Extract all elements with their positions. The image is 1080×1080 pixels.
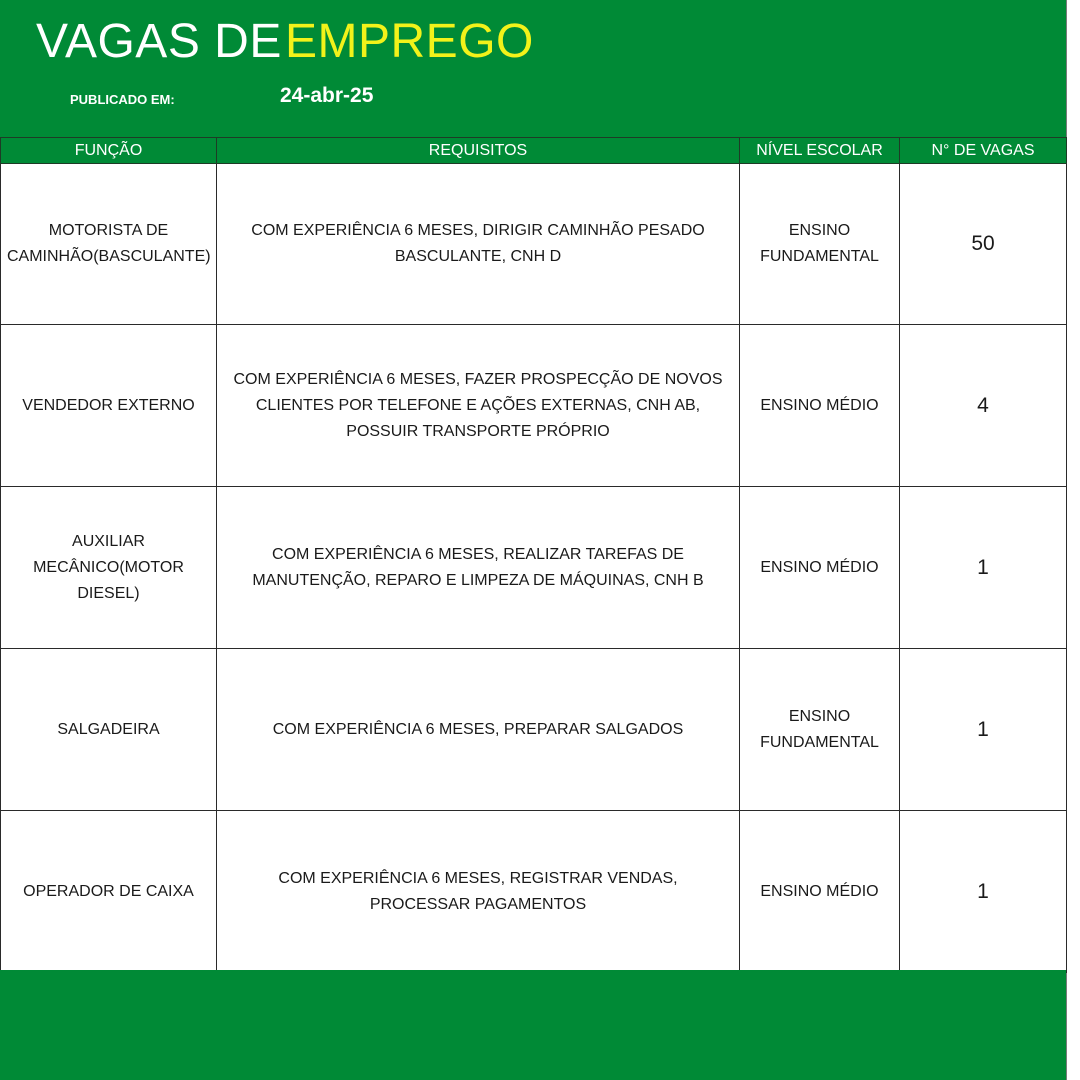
cell-nivel-escolar: ENSINO MÉDIO	[740, 325, 900, 487]
cell-requisitos: COM EXPERIÊNCIA 6 MESES, REALIZAR TAREFAS DE MANUTENÇÃO, REPARO E LIMPEZA DE MÁQUINAS, CNH B	[217, 487, 740, 649]
table-row	[1, 164, 1067, 325]
cell-nivel-escolar: ENSINO FUNDAMENTAL	[740, 164, 900, 325]
table-row	[1, 325, 1067, 487]
cell-funcao: SALGADEIRA	[1, 649, 217, 811]
column-header-numero-vagas: N° DE VAGAS	[900, 138, 1067, 164]
cell-funcao: AUXILIAR MECÂNICO(MOTOR DIESEL)	[1, 487, 217, 649]
footer-band	[0, 970, 1066, 1080]
table-row	[1, 487, 1067, 649]
cell-numero-vagas: 1	[900, 649, 1067, 811]
table-row	[1, 649, 1067, 811]
column-header-requisitos: REQUISITOS	[217, 138, 740, 164]
table-header-row	[1, 138, 1067, 164]
jobs-table	[0, 137, 1067, 973]
column-header-nivel-escolar: NÍVEL ESCOLAR	[740, 138, 900, 164]
cell-requisitos: COM EXPERIÊNCIA 6 MESES, FAZER PROSPECÇÃO DE NOVOS CLIENTES POR TELEFONE E AÇÕES EXTERNAS, CNH AB, POSSUIR TRANSPORTE PRÓPRIO	[217, 325, 740, 487]
cell-requisitos: COM EXPERIÊNCIA 6 MESES, REGISTRAR VENDAS, PROCESSAR PAGAMENTOS	[217, 811, 740, 973]
cell-requisitos: COM EXPERIÊNCIA 6 MESES, DIRIGIR CAMINHÃO PESADO BASCULANTE, CNH D	[217, 164, 740, 325]
published-date: 24-abr-25	[280, 84, 374, 107]
cell-nivel-escolar: ENSINO FUNDAMENTAL	[740, 649, 900, 811]
cell-funcao: MOTORISTA DE CAMINHÃO(BASCULANTE)	[1, 164, 217, 325]
cell-numero-vagas: 50	[900, 164, 1067, 325]
page-title-part1: VAGAS DE	[36, 15, 282, 68]
cell-numero-vagas: 1	[900, 811, 1067, 973]
page-title-part2: EMPREGO	[285, 15, 534, 68]
cell-nivel-escolar: ENSINO MÉDIO	[740, 487, 900, 649]
column-header-funcao: FUNÇÃO	[1, 138, 217, 164]
cell-funcao: OPERADOR DE CAIXA	[1, 811, 217, 973]
table-row	[1, 811, 1067, 973]
cell-numero-vagas: 1	[900, 487, 1067, 649]
cell-requisitos: COM EXPERIÊNCIA 6 MESES, PREPARAR SALGADOS	[217, 649, 740, 811]
cell-funcao: VENDEDOR EXTERNO	[1, 325, 217, 487]
published-label: PUBLICADO EM:	[70, 92, 175, 107]
cell-numero-vagas: 4	[900, 325, 1067, 487]
cell-nivel-escolar: ENSINO MÉDIO	[740, 811, 900, 973]
